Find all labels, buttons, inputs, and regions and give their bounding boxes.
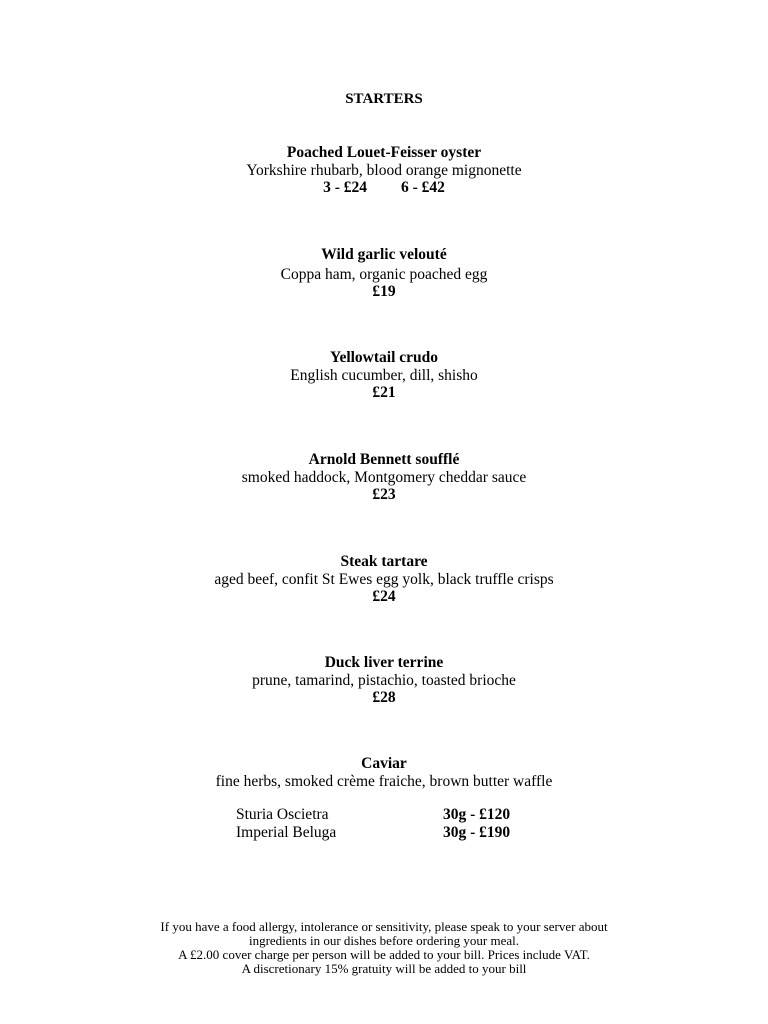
caviar-option-row — [0, 824, 768, 842]
caviar-options — [0, 806, 768, 841]
dish-price: £28 — [372, 689, 396, 706]
dish-price: £19 — [372, 283, 396, 300]
dish-price-row — [0, 179, 768, 197]
dish-description: English cucumber, dill, shisho — [290, 366, 478, 384]
dish-name: Steak tartare — [340, 553, 428, 570]
dish-description: Coppa ham, organic poached egg — [280, 265, 488, 283]
dish-price-six: 6 - £42 — [401, 179, 445, 196]
footer-line: ingredients in our dishes before ordering your meal. — [248, 933, 520, 948]
dish-price-three: 3 - £24 — [323, 179, 367, 196]
dish-tartare — [0, 553, 768, 606]
dish-description: prune, tamarind, pistachio, toasted brioche — [252, 671, 516, 689]
dish-name: Caviar — [361, 755, 407, 772]
caviar-variety: Imperial Beluga — [236, 823, 337, 841]
caviar-variety: Sturia Oscietra — [236, 806, 329, 823]
allergy-footer — [0, 920, 768, 976]
dish-caviar — [0, 755, 768, 790]
dish-veloute — [0, 246, 768, 301]
footer-line: If you have a food allergy, intolerance or sensitivity, please speak to your server about — [160, 919, 608, 934]
footer-line: A £2.00 cover charge per person will be added to your bill. Prices include VAT. — [178, 947, 590, 962]
dish-description: smoked haddock, Montgomery cheddar sauce — [241, 468, 527, 486]
dish-description: Yorkshire rhubarb, blood orange mignonette — [246, 161, 522, 179]
dish-crudo — [0, 349, 768, 402]
dish-price: £23 — [372, 486, 396, 503]
dish-souffle — [0, 451, 768, 504]
dish-terrine — [0, 654, 768, 707]
dish-price: £24 — [372, 588, 396, 605]
dish-name: Arnold Bennett soufflé — [308, 451, 460, 468]
dish-oyster — [0, 144, 768, 197]
dish-description: fine herbs, smoked crème fraiche, brown butter waffle — [215, 772, 553, 790]
dish-name: Yellowtail crudo — [329, 349, 439, 366]
dish-name: Poached Louet-Feisser oyster — [286, 144, 482, 161]
dish-name: Wild garlic velouté — [321, 246, 447, 263]
caviar-price: 30g - £120 — [443, 806, 511, 823]
footer-line: A discretionary 15% gratuity will be added to your bill — [241, 961, 527, 976]
caviar-option-row — [0, 806, 768, 824]
caviar-price: 30g - £190 — [443, 823, 511, 841]
dish-name: Duck liver terrine — [324, 654, 444, 671]
dish-description: aged beef, confit St Ewes egg yolk, black truffle crisps — [214, 570, 554, 588]
section-title: STARTERS — [345, 91, 423, 107]
dish-price: £21 — [372, 384, 396, 401]
